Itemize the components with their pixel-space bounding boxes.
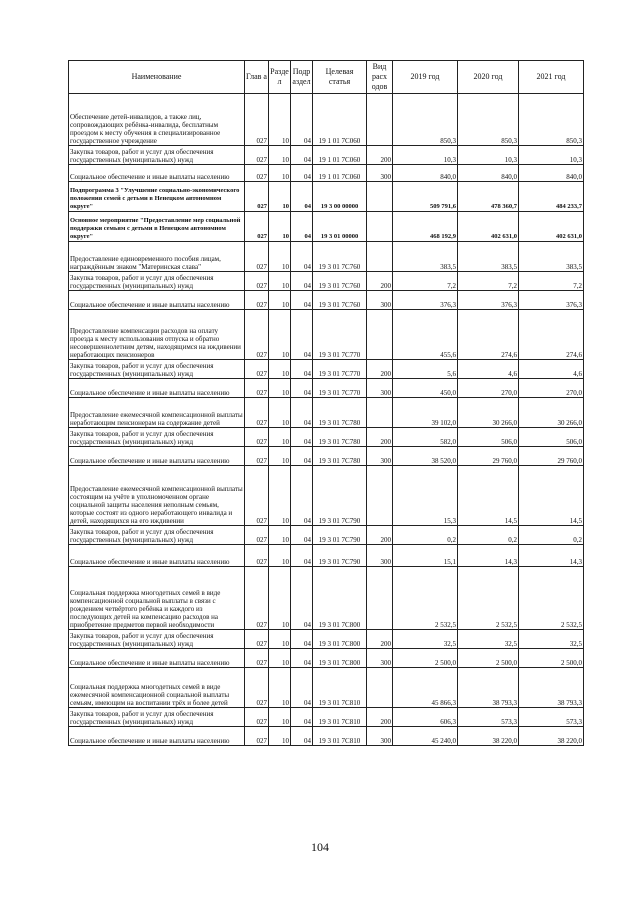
- cell-glava: 027: [245, 708, 269, 727]
- cell-glava: 027: [245, 526, 269, 545]
- cell-2020: 402 631,0: [458, 212, 519, 242]
- cell-razdel: 10: [269, 428, 291, 447]
- cell-name: Социальное обеспечение и иные выплаты населению: [69, 165, 245, 182]
- cell-name: Предоставление ежемесячной компенсационной выплаты состоящим на учёте в уполномоченном органе социальной защиты населения неполным семьям, которые состоят из одного неработающего инвалида и детей, находящихся на его иждивении: [69, 466, 245, 526]
- cell-glava: 027: [245, 466, 269, 526]
- cell-vid: [367, 466, 393, 526]
- cell-razdel: 10: [269, 310, 291, 360]
- cell-2019: 45 240,0: [393, 727, 458, 746]
- cell-glava: 027: [245, 545, 269, 567]
- cell-2019: 15,1: [393, 545, 458, 567]
- cell-podrazdel: 04: [291, 630, 313, 649]
- cell-podrazdel: 04: [291, 165, 313, 182]
- cell-glava: 027: [245, 242, 269, 272]
- cell-2021: 573,3: [519, 708, 584, 727]
- cell-statya: 19 3 01 7С780: [313, 428, 367, 447]
- cell-vid: 200: [367, 526, 393, 545]
- cell-2019: 32,5: [393, 630, 458, 649]
- cell-razdel: 10: [269, 466, 291, 526]
- header-2019: 2019 год: [393, 61, 458, 94]
- cell-2020: 274,6: [458, 310, 519, 360]
- cell-name: Закупка товаров, работ и услуг для обеспечения государственных (муниципальных) нужд: [69, 630, 245, 649]
- cell-name: Обеспечение детей-инвалидов, а также лиц, сопровождающих ребёнка-инвалида, бесплатным проездом к месту обучения в специализированное государственное учреждение: [69, 94, 245, 146]
- cell-razdel: 10: [269, 165, 291, 182]
- table-row: [69, 649, 584, 668]
- cell-name: Закупка товаров, работ и услуг для обеспечения государственных (муниципальных) нужд: [69, 526, 245, 545]
- cell-podrazdel: 04: [291, 668, 313, 708]
- cell-2019: 582,0: [393, 428, 458, 447]
- header-2021: 2021 год: [519, 61, 584, 94]
- header-razdel: Разде л: [269, 61, 291, 94]
- cell-podrazdel: 04: [291, 242, 313, 272]
- cell-vid: [367, 242, 393, 272]
- table-row: [69, 272, 584, 291]
- cell-razdel: 10: [269, 447, 291, 466]
- table-row: [69, 668, 584, 708]
- cell-glava: 027: [245, 447, 269, 466]
- cell-statya: 19 3 01 7С760: [313, 272, 367, 291]
- cell-vid: [367, 398, 393, 428]
- cell-glava: 027: [245, 727, 269, 746]
- cell-2019: 383,5: [393, 242, 458, 272]
- table-row: [69, 360, 584, 379]
- cell-2021: 4,6: [519, 360, 584, 379]
- cell-vid: 200: [367, 428, 393, 447]
- cell-statya: 19 3 00 00000: [313, 182, 367, 212]
- cell-2021: 29 760,0: [519, 447, 584, 466]
- cell-glava: 027: [245, 291, 269, 310]
- cell-glava: 027: [245, 310, 269, 360]
- cell-podrazdel: 04: [291, 398, 313, 428]
- cell-name: Предоставление компенсации расходов на оплату проезда к месту использования отпуска и обратно несовершеннолетним детям, находящимся на иждивении неработающих пенсионеров: [69, 310, 245, 360]
- cell-name: Закупка товаров, работ и услуг для обеспечения государственных (муниципальных) нужд: [69, 146, 245, 165]
- cell-2021: 10,3: [519, 146, 584, 165]
- cell-name: Социальное обеспечение и иные выплаты населению: [69, 545, 245, 567]
- cell-vid: [367, 94, 393, 146]
- cell-podrazdel: 04: [291, 291, 313, 310]
- cell-vid: 200: [367, 272, 393, 291]
- cell-2020: 30 266,0: [458, 398, 519, 428]
- cell-statya: 19 3 01 7С790: [313, 466, 367, 526]
- cell-2019: 850,3: [393, 94, 458, 146]
- cell-name: Закупка товаров, работ и услуг для обеспечения государственных (муниципальных) нужд: [69, 708, 245, 727]
- cell-2020: 10,3: [458, 146, 519, 165]
- cell-2020: 0,2: [458, 526, 519, 545]
- cell-razdel: 10: [269, 182, 291, 212]
- cell-statya: 19 1 01 7С060: [313, 146, 367, 165]
- cell-2021: 14,5: [519, 466, 584, 526]
- table-row: [69, 242, 584, 272]
- cell-2021: 38 220,0: [519, 727, 584, 746]
- header-podrazdel: Подр аздел: [291, 61, 313, 94]
- table-row: [69, 146, 584, 165]
- cell-podrazdel: 04: [291, 428, 313, 447]
- table-row: [69, 398, 584, 428]
- cell-vid: 300: [367, 165, 393, 182]
- cell-2019: 376,3: [393, 291, 458, 310]
- cell-podrazdel: 04: [291, 447, 313, 466]
- header-glava: Глав а: [245, 61, 269, 94]
- table-row: [69, 94, 584, 146]
- cell-2019: 2 532,5: [393, 567, 458, 630]
- cell-2021: 270,0: [519, 379, 584, 398]
- cell-2019: 7,2: [393, 272, 458, 291]
- table-row: [69, 630, 584, 649]
- table-row: [69, 708, 584, 727]
- cell-name: Социальное обеспечение и иные выплаты населению: [69, 447, 245, 466]
- cell-podrazdel: 04: [291, 212, 313, 242]
- cell-vid: [367, 310, 393, 360]
- cell-podrazdel: 04: [291, 545, 313, 567]
- header-2020: 2020 год: [458, 61, 519, 94]
- cell-2021: 402 631,0: [519, 212, 584, 242]
- cell-razdel: 10: [269, 630, 291, 649]
- cell-vid: 200: [367, 630, 393, 649]
- cell-podrazdel: 04: [291, 727, 313, 746]
- cell-glava: 027: [245, 668, 269, 708]
- header-name: Наименование: [69, 61, 245, 94]
- cell-2021: 376,3: [519, 291, 584, 310]
- cell-razdel: 10: [269, 567, 291, 630]
- cell-glava: 027: [245, 398, 269, 428]
- cell-vid: 200: [367, 360, 393, 379]
- cell-razdel: 10: [269, 291, 291, 310]
- cell-statya: 19 3 01 7С810: [313, 708, 367, 727]
- cell-razdel: 10: [269, 649, 291, 668]
- cell-statya: 19 3 01 7С770: [313, 379, 367, 398]
- cell-statya: 19 3 01 7С800: [313, 567, 367, 630]
- cell-statya: 19 3 01 7С810: [313, 668, 367, 708]
- cell-glava: 027: [245, 649, 269, 668]
- cell-podrazdel: 04: [291, 567, 313, 630]
- cell-2020: 840,0: [458, 165, 519, 182]
- cell-2019: 39 102,0: [393, 398, 458, 428]
- cell-2021: 506,0: [519, 428, 584, 447]
- table-row: [69, 379, 584, 398]
- cell-name: Закупка товаров, работ и услуг для обеспечения государственных (муниципальных) нужд: [69, 360, 245, 379]
- budget-table: [68, 60, 584, 746]
- cell-name: Социальная поддержка многодетных семей в виде ежемесячной компенсационной социальной выплаты семьям, имеющим на воспитании трёх и более детей: [69, 668, 245, 708]
- cell-2020: 38 793,3: [458, 668, 519, 708]
- cell-name: Закупка товаров, работ и услуг для обеспечения государственных (муниципальных) нужд: [69, 272, 245, 291]
- cell-vid: [367, 567, 393, 630]
- cell-razdel: 10: [269, 212, 291, 242]
- cell-2019: 468 192,9: [393, 212, 458, 242]
- cell-vid: 300: [367, 447, 393, 466]
- cell-2020: 506,0: [458, 428, 519, 447]
- cell-2020: 14,3: [458, 545, 519, 567]
- cell-2019: 45 866,3: [393, 668, 458, 708]
- table-header-row: [69, 61, 584, 94]
- cell-2019: 606,3: [393, 708, 458, 727]
- cell-2021: 383,5: [519, 242, 584, 272]
- cell-razdel: 10: [269, 146, 291, 165]
- cell-2021: 0,2: [519, 526, 584, 545]
- cell-name: Социальная поддержка многодетных семей в виде компенсационной социальной выплаты в связи с рождением четвёртого ребёнка и каждого из последующих детей на компенсацию расходов на приобретение предметов первой необходимости: [69, 567, 245, 630]
- cell-razdel: 10: [269, 379, 291, 398]
- cell-2021: 7,2: [519, 272, 584, 291]
- cell-glava: 027: [245, 567, 269, 630]
- cell-2021: 274,6: [519, 310, 584, 360]
- cell-statya: 19 3 01 7С770: [313, 310, 367, 360]
- cell-vid: 300: [367, 727, 393, 746]
- cell-statya: 19 3 01 00000: [313, 212, 367, 242]
- table-row: [69, 545, 584, 567]
- cell-podrazdel: 04: [291, 146, 313, 165]
- cell-statya: 19 3 01 7С780: [313, 447, 367, 466]
- table-row: [69, 466, 584, 526]
- cell-razdel: 10: [269, 727, 291, 746]
- cell-2019: 15,3: [393, 466, 458, 526]
- cell-glava: 027: [245, 272, 269, 291]
- cell-razdel: 10: [269, 526, 291, 545]
- cell-2020: 7,2: [458, 272, 519, 291]
- cell-2020: 32,5: [458, 630, 519, 649]
- cell-vid: 300: [367, 545, 393, 567]
- cell-podrazdel: 04: [291, 360, 313, 379]
- table-row: [69, 165, 584, 182]
- cell-2020: 14,5: [458, 466, 519, 526]
- cell-glava: 027: [245, 379, 269, 398]
- cell-podrazdel: 04: [291, 708, 313, 727]
- cell-statya: 19 1 01 7С060: [313, 165, 367, 182]
- cell-glava: 027: [245, 182, 269, 212]
- cell-glava: 027: [245, 428, 269, 447]
- cell-vid: 200: [367, 146, 393, 165]
- cell-2021: 850,3: [519, 94, 584, 146]
- cell-2019: 455,6: [393, 310, 458, 360]
- cell-2021: 38 793,3: [519, 668, 584, 708]
- cell-name: Социальное обеспечение и иные выплаты населению: [69, 291, 245, 310]
- table-row: [69, 182, 584, 212]
- cell-2020: 4,6: [458, 360, 519, 379]
- cell-podrazdel: 04: [291, 649, 313, 668]
- cell-statya: 19 3 01 7С760: [313, 242, 367, 272]
- header-vid: Вид расх одов: [367, 61, 393, 94]
- cell-2020: 573,3: [458, 708, 519, 727]
- cell-podrazdel: 04: [291, 379, 313, 398]
- cell-2020: 850,3: [458, 94, 519, 146]
- cell-statya: 19 3 01 7С810: [313, 727, 367, 746]
- cell-razdel: 10: [269, 545, 291, 567]
- cell-razdel: 10: [269, 668, 291, 708]
- cell-podrazdel: 04: [291, 526, 313, 545]
- cell-name: Социальное обеспечение и иные выплаты населению: [69, 727, 245, 746]
- cell-statya: 19 3 01 7С770: [313, 360, 367, 379]
- cell-2019: 0,2: [393, 526, 458, 545]
- cell-glava: 027: [245, 630, 269, 649]
- cell-statya: 19 3 01 7С760: [313, 291, 367, 310]
- cell-podrazdel: 04: [291, 310, 313, 360]
- table-body: [69, 94, 584, 746]
- cell-2021: 2 500,0: [519, 649, 584, 668]
- table-row: [69, 727, 584, 746]
- cell-2019: 38 520,0: [393, 447, 458, 466]
- cell-name: Социальное обеспечение и иные выплаты населению: [69, 379, 245, 398]
- cell-2021: 14,3: [519, 545, 584, 567]
- cell-vid: [367, 212, 393, 242]
- cell-statya: 19 3 01 7С800: [313, 630, 367, 649]
- cell-2019: 5,6: [393, 360, 458, 379]
- cell-podrazdel: 04: [291, 94, 313, 146]
- cell-2020: 29 760,0: [458, 447, 519, 466]
- cell-name: Предоставление ежемесячной компенсационной выплаты неработающим пенсионерам на содержание детей: [69, 398, 245, 428]
- cell-2021: 32,5: [519, 630, 584, 649]
- cell-name: Подпрограмма 3 "Улучшение социально-экономического положения семей с детьми в Ненецком автономном округе": [69, 182, 245, 212]
- table-row: [69, 567, 584, 630]
- cell-2020: 38 220,0: [458, 727, 519, 746]
- cell-razdel: 10: [269, 94, 291, 146]
- cell-glava: 027: [245, 94, 269, 146]
- cell-2019: 509 791,6: [393, 182, 458, 212]
- cell-2020: 478 360,7: [458, 182, 519, 212]
- cell-statya: 19 3 01 7С800: [313, 649, 367, 668]
- cell-razdel: 10: [269, 242, 291, 272]
- cell-razdel: 10: [269, 708, 291, 727]
- cell-2021: 484 233,7: [519, 182, 584, 212]
- cell-vid: 200: [367, 708, 393, 727]
- cell-2021: 840,0: [519, 165, 584, 182]
- cell-name: Основное мероприятие "Предоставление мер социальной поддержки семьям с детьми в Ненецком автономном округе": [69, 212, 245, 242]
- cell-podrazdel: 04: [291, 272, 313, 291]
- cell-podrazdel: 04: [291, 466, 313, 526]
- table-row: [69, 310, 584, 360]
- cell-name: Социальное обеспечение и иные выплаты населению: [69, 649, 245, 668]
- table-row: [69, 291, 584, 310]
- cell-statya: 19 3 01 7С790: [313, 545, 367, 567]
- table-row: [69, 526, 584, 545]
- cell-glava: 027: [245, 146, 269, 165]
- cell-vid: [367, 668, 393, 708]
- cell-2020: 270,0: [458, 379, 519, 398]
- cell-statya: 19 3 01 7С780: [313, 398, 367, 428]
- cell-2021: 30 266,0: [519, 398, 584, 428]
- cell-2020: 2 500,0: [458, 649, 519, 668]
- cell-razdel: 10: [269, 272, 291, 291]
- table-row: [69, 428, 584, 447]
- cell-2019: 10,3: [393, 146, 458, 165]
- cell-statya: 19 3 01 7С790: [313, 526, 367, 545]
- cell-2020: 383,5: [458, 242, 519, 272]
- cell-2020: 376,3: [458, 291, 519, 310]
- cell-2019: 840,0: [393, 165, 458, 182]
- cell-2020: 2 532,5: [458, 567, 519, 630]
- header-statya: Целевая статья: [313, 61, 367, 94]
- cell-vid: 300: [367, 649, 393, 668]
- cell-glava: 027: [245, 165, 269, 182]
- cell-razdel: 10: [269, 398, 291, 428]
- cell-vid: [367, 182, 393, 212]
- cell-glava: 027: [245, 212, 269, 242]
- cell-vid: 300: [367, 379, 393, 398]
- table-row: [69, 447, 584, 466]
- cell-statya: 19 1 01 7С060: [313, 94, 367, 146]
- page-number: 104: [311, 840, 329, 854]
- cell-razdel: 10: [269, 360, 291, 379]
- cell-podrazdel: 04: [291, 182, 313, 212]
- table-row: [69, 212, 584, 242]
- cell-2021: 2 532,5: [519, 567, 584, 630]
- cell-vid: 300: [367, 291, 393, 310]
- cell-2019: 450,0: [393, 379, 458, 398]
- cell-2019: 2 500,0: [393, 649, 458, 668]
- cell-name: Закупка товаров, работ и услуг для обеспечения государственных (муниципальных) нужд: [69, 428, 245, 447]
- cell-glava: 027: [245, 360, 269, 379]
- cell-name: Предоставление единовременного пособия лицам, награждённым знаком "Материнская слава": [69, 242, 245, 272]
